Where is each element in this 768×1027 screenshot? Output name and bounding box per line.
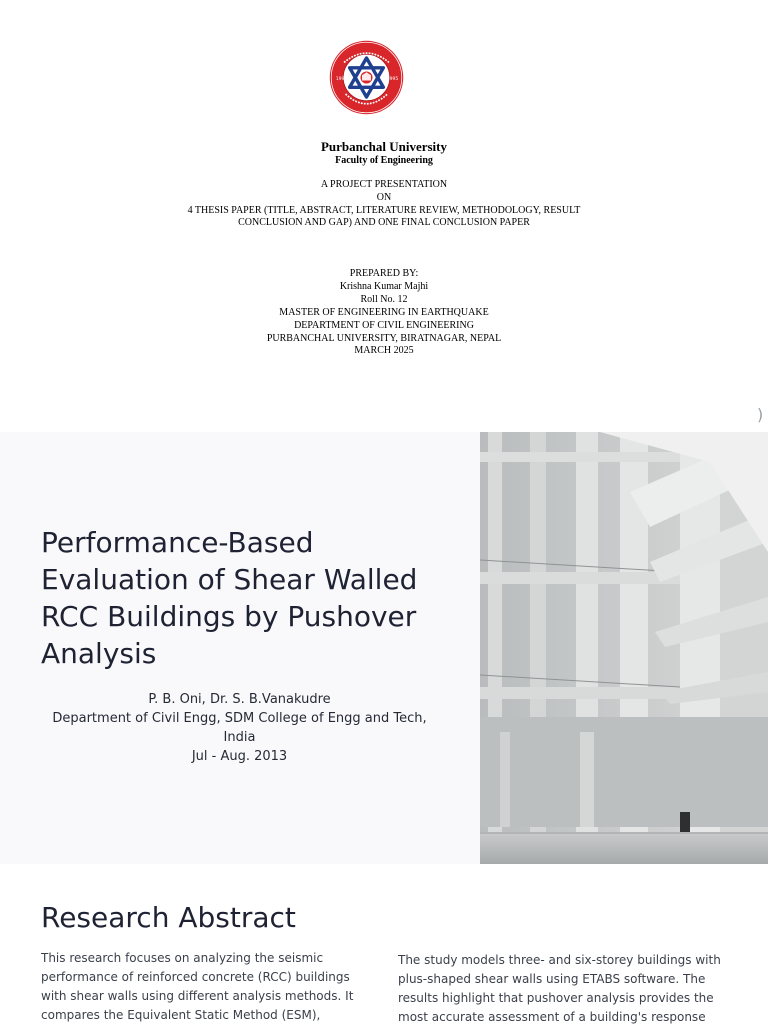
program-name: MASTER OF ENGINEERING IN EARTHQUAKE: [279, 306, 489, 318]
university-address: PURBANCHAL UNIVERSITY, BIRATNAGAR, NEPAL: [266, 332, 502, 344]
paper-title: Performance-Based Evaluation of Shear Walled RCC Buildings by Pushover Analysis: [41, 526, 418, 670]
presentation-line: ON: [376, 191, 392, 203]
department-name: DEPARTMENT OF CIVIL ENGINEERING: [294, 319, 474, 331]
title-slide: [0, 432, 768, 864]
paper-authors: P. B. Oni, Dr. S. B.Vanakudre: [148, 692, 331, 707]
paper-date: Jul - Aug. 2013: [191, 749, 288, 764]
author-block: [41, 690, 438, 766]
university-name: Purbanchal University: [320, 139, 448, 154]
presentation-line: CONCLUSION AND GAP) AND ONE FINAL CONCLUSION PAPER: [238, 217, 530, 229]
presentation-description: [0, 179, 768, 230]
roll-number: Roll No. 12: [360, 293, 408, 305]
faculty-name: Faculty of Engineering: [335, 155, 433, 166]
building-photo: [480, 432, 768, 864]
presentation-line: A PROJECT PRESENTATION: [320, 179, 448, 190]
presentation-line: 4 THESIS PAPER (TITLE, ABSTRACT, LITERATURE REVIEW, METHODOLOGY, RESULT: [187, 204, 581, 216]
prepared-by-block: [0, 268, 768, 358]
prepared-by-label: PREPARED BY:: [349, 268, 419, 279]
abstract-left-column: This research focuses on analyzing the seismic performance of reinforced concrete (RCC) buildings with shear walls using different analysis methods. It compares the Equivalent Static Method (ESM),: [41, 951, 354, 1022]
abstract-section: [0, 864, 768, 1024]
presentation-date: MARCH 2025: [354, 345, 414, 357]
abstract-heading: Research Abstract: [41, 901, 296, 934]
svg-text:1993: 1993: [335, 76, 348, 82]
corner-mark: ): [757, 405, 764, 424]
abstract-right-column: The study models three- and six-storey buildings with plus-shaped shear walls using ETABS software. The results highlight that pushover analysis provides the most accurate assessment of a building's response: [398, 953, 721, 1024]
svg-text:1995: 1995: [386, 76, 399, 82]
paper-affiliation: Department of Civil Engg, SDM College of Engg and Tech, India: [52, 711, 427, 745]
author-name: Krishna Kumar Majhi: [339, 280, 429, 292]
university-seal-icon: [329, 40, 404, 115]
cover-page: [0, 0, 768, 400]
